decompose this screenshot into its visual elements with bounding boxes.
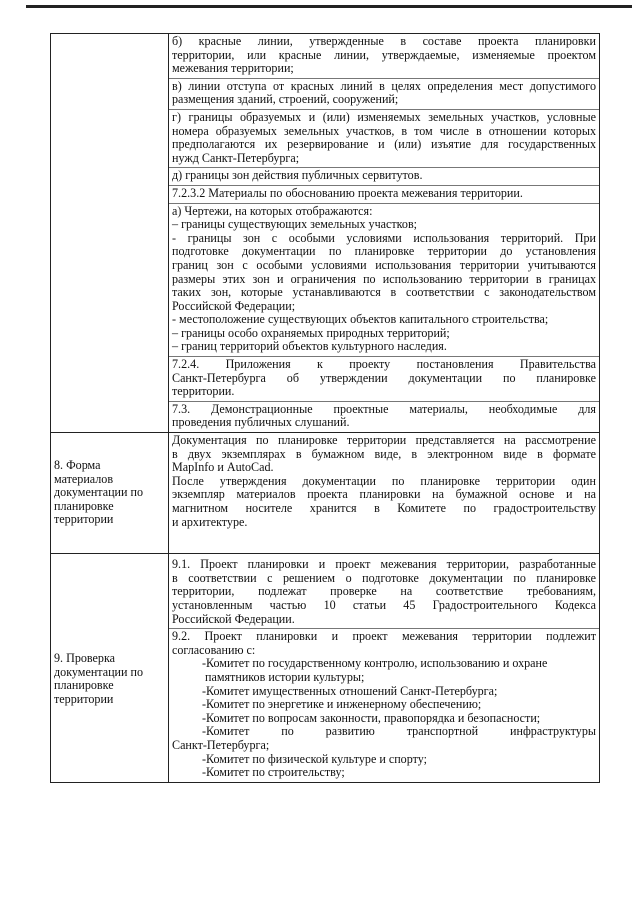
paragraph-plot-boundaries: г) границы образуемых и (или) изменяемых земельных участков, условные номера образуемых земельных участков, в том числе в отношении которых предполагаются их резервирование и (или) изъятие для государственных нужд Санкт-Петербурга; xyxy=(169,110,599,168)
table-row-continuation xyxy=(51,34,600,433)
label-cell-documentation-check: 9. Проверка документации по планировке территории xyxy=(51,554,169,783)
paragraph-setback-lines: в) линии отступа от красных линий в целях определения мест допустимого размещения зданий, строений, сооружений; xyxy=(169,79,599,110)
paragraph-servitude-zones: д) границы зон действия публичных сервитутов. xyxy=(169,168,599,186)
content-cell-documentation-check xyxy=(169,554,600,783)
paragraph-drawings-list: а) Чертежи, на которых отображаются: – границы существующих земельных участков; - границы зон с особыми условиями использования территорий. При подготовке документации по планировке территории до установления границ зон с особыми условиями использования территории учитываются размеры этих зон и ограничения по использованию территории в границах таких зон, которые устанавливаются в соответствии с законодательством Российской Федерации; - местоположение существующих объектов капитального строительства; – границы особо охраняемых природных территорий; – границ территорий объектов культурного наследия. xyxy=(169,204,599,358)
paragraph-demo-materials: 7.3. Демонстрационные проектные материалы, необходимые для проведения публичных слушаний. xyxy=(172,401,596,430)
content-cell-documentation-form: Документация по планировке территории представляется на рассмотрение в двух экземплярах в бумажном виде, в электронном виде в формате MapInfo и AutoCad. После утверждения документации по планировке территории один экземпляр материалов проекта планировки на бумажной основе и на магнитном носителе хранится в Комитете по градостроительству и архитектуре. xyxy=(169,433,600,554)
label-cell-empty xyxy=(51,34,169,433)
label-cell-documentation-form: 8. Форма материалов документации по планировке территории xyxy=(51,433,169,554)
paragraph-justification-materials: 7.2.3.2 Материалы по обоснованию проекта межевания территории. xyxy=(169,186,599,204)
requirements-table xyxy=(50,33,600,783)
paragraph-red-lines: б) красные линии, утвержденные в составе проекта планировки территории, или красные линии, утверждаемые, изменяемые проектом межевания территории; xyxy=(169,34,599,79)
paragraph-appendices: 7.2.4. Приложения к проекту постановления Правительства Санкт-Петербурга об утверждении документации по планировке территории. xyxy=(169,357,599,402)
table-row-documentation-check xyxy=(51,554,600,783)
top-border-rule xyxy=(26,5,632,8)
paragraph-approval-list: 9.2. Проект планировки и проект межевания территории подлежит согласованию с: -Комитет по государственному контролю, использованию и охране памятников истории культуры; -Комитет имущественных отношений Санкт-Петербурга; -Комитет по энергетике и инженерному обеспечению; -Комитет по вопросам законности, правопорядка и безопасности; -Комитет по развитию транспортной инфраструктуры Санкт-Петербурга; -Комитет по физической культуре и спорту; -Комитет по строительству; xyxy=(172,629,596,780)
paragraph-verification: 9.1. Проект планировки и проект межевания территории, разработанные в соответствии с решением о подготовке документации по планировке территории, подлежат проверке на соответствие требованиям, установленным частью 10 статьи 45 Градостроительного Кодекса Российской Федерации. xyxy=(169,554,599,629)
content-cell-drawings xyxy=(169,34,600,433)
table-row-documentation-form xyxy=(51,433,600,554)
